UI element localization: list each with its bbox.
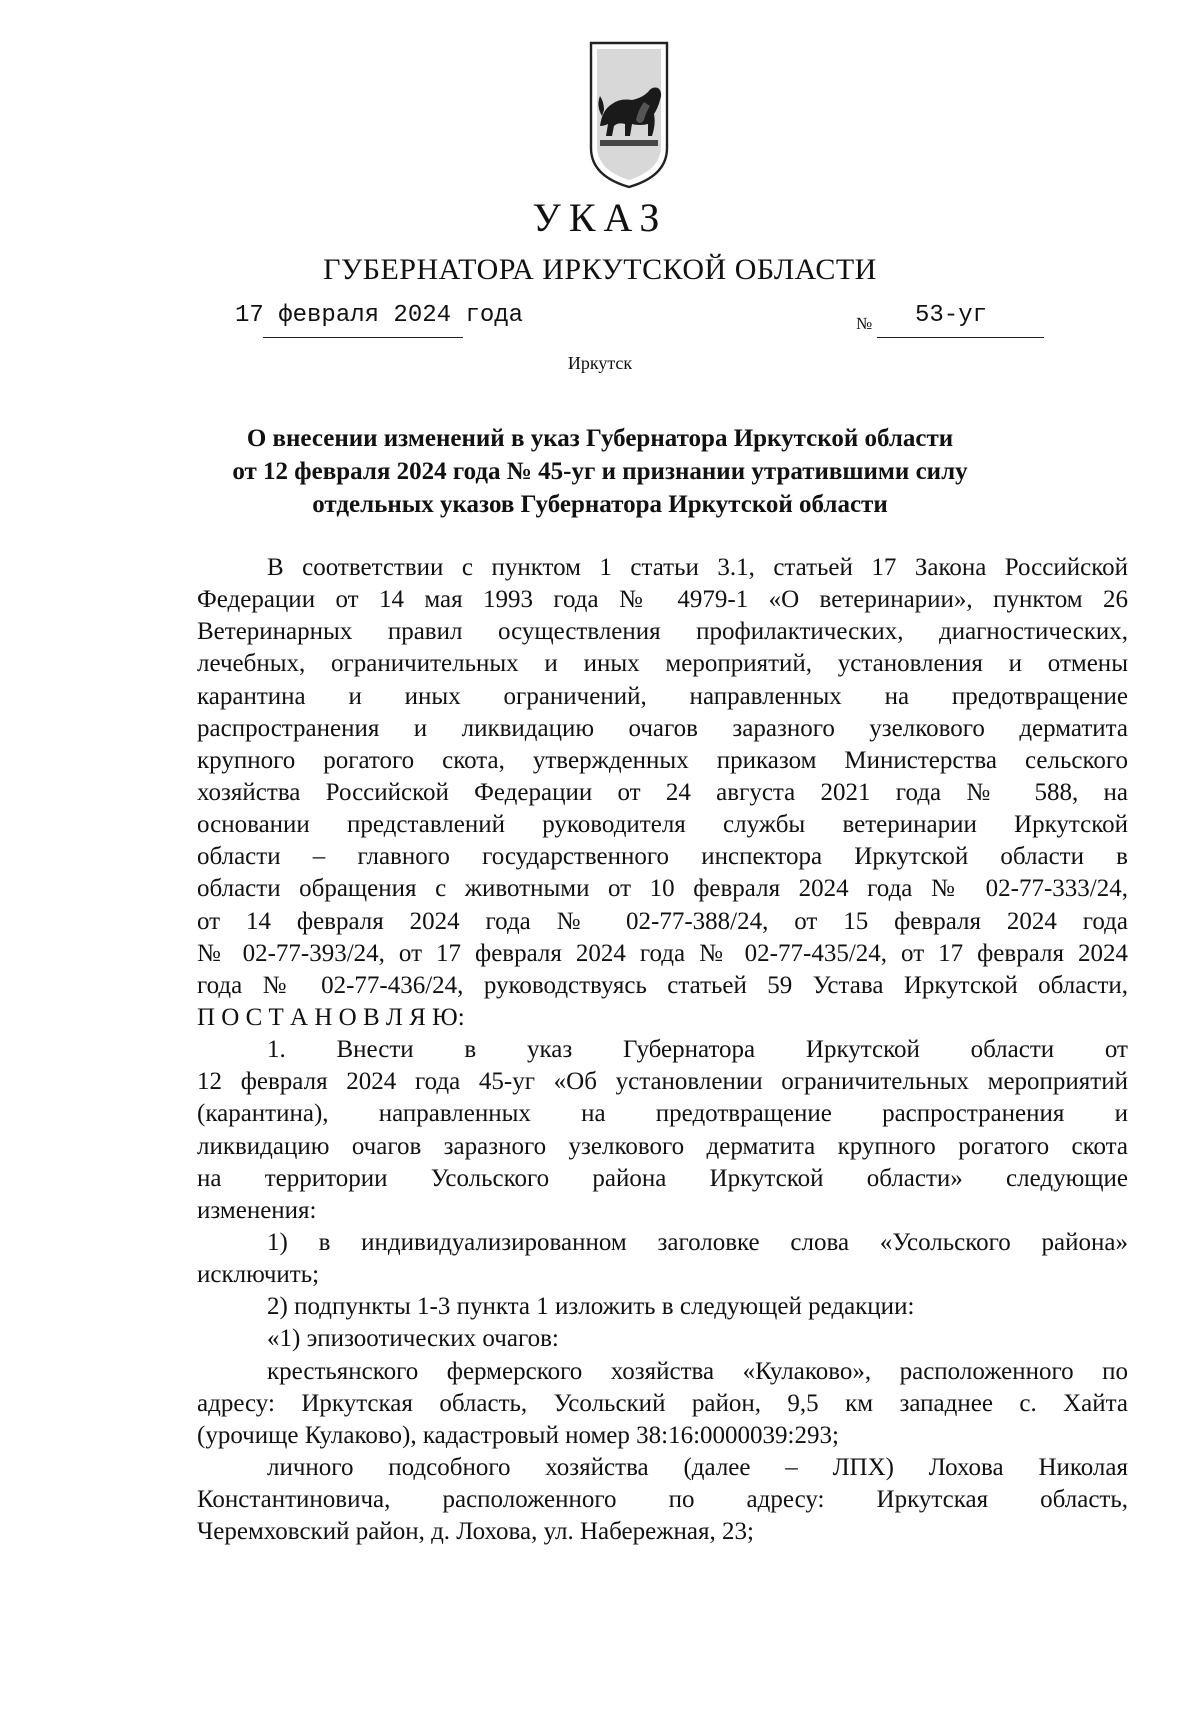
- heading-line: от 12 февраля 2024 года № 45-уг и признании утратившими силу: [232, 458, 968, 485]
- body-line: (урочище Кулаково), кадастровый номер 38:16:0000039:293;: [197, 1421, 839, 1449]
- body-line: от 14 февраля 2024 года № 02-77-388/24, от 15 февраля 2024 года: [197, 907, 1128, 935]
- body-line: № 02-77-393/24, от 17 февраля 2024 года № 02-77-435/24, от 17 февраля 2024: [197, 939, 1128, 967]
- issuer-title: ГУБЕРНАТОРА ИРКУТСКОЙ ОБЛАСТИ: [323, 253, 877, 286]
- date-underline: [263, 337, 463, 338]
- document-title: УКАЗ: [532, 195, 668, 240]
- body-line: карантина и иных ограничений, направленных на предотвращение: [197, 682, 1128, 710]
- coat-of-arms-icon: [588, 40, 670, 190]
- body-line: 1) в индивидуализированном заголовке слова «Усольского района»: [267, 1228, 1128, 1256]
- body-line: изменения:: [197, 1196, 317, 1224]
- body-line: В соответствии с пунктом 1 статьи 3.1, статьей 17 Закона Российской: [267, 554, 1128, 581]
- body-line: 1. Внести в указ Губернатора Иркутской области от: [267, 1036, 1128, 1064]
- number-underline: [877, 337, 1044, 338]
- body-line: года № 02-77-436/24, руководствуясь статьей 59 Устава Иркутской области,: [197, 971, 1128, 999]
- body-line: лечебных, ограничительных и иных мероприятий, установления и отмены: [197, 650, 1128, 678]
- body-line: области обращения с животными от 10 февраля 2024 года № 02-77-333/24,: [197, 875, 1128, 903]
- number-sign: №: [856, 314, 873, 333]
- body-line: распространения и ликвидацию очагов заразного узелкового дерматита: [197, 714, 1128, 742]
- body-line: Черемховский район, д. Лохова, ул. Набережная, 23;: [197, 1518, 754, 1546]
- decree-date: 17 февраля 2024 года: [235, 302, 524, 329]
- body-line: исключить;: [197, 1261, 320, 1289]
- body-line: Федерации от 14 мая 1993 года № 4979-1 «О ветеринарии», пунктом 26: [197, 586, 1128, 614]
- decree-body: [197, 552, 1128, 1548]
- decree-heading: [0, 422, 1200, 521]
- body-line: личного подсобного хозяйства (далее – ЛПХ) Лохова Николая: [267, 1453, 1128, 1481]
- body-line: на территории Усольского района Иркутской области» следующие: [197, 1164, 1128, 1192]
- heading-line: отдельных указов Губернатора Иркутской области: [312, 491, 888, 518]
- body-line: области – главного государственного инспектора Иркутской области в: [197, 843, 1128, 871]
- body-line: крестьянского фермерского хозяйства «Кулаково», расположенного по: [267, 1357, 1128, 1385]
- decree-number: 53-уг: [915, 302, 988, 329]
- body-line: крупного рогатого скота, утвержденных приказом Министерства сельского: [197, 746, 1128, 774]
- body-line: ликвидацию очагов заразного узелкового дерматита крупного рогатого скота: [197, 1132, 1128, 1160]
- body-line: Константиновича, расположенного по адресу: Иркутская область,: [197, 1486, 1128, 1514]
- body-line: адресу: Иркутская область, Усольский район, 9,5 км западнее с. Хайта: [197, 1389, 1128, 1417]
- body-line: 12 февраля 2024 года 45-уг «Об установлении ограничительных мероприятий: [197, 1068, 1128, 1096]
- body-line: (карантина), направленных на предотвращение распространения и: [197, 1100, 1128, 1128]
- body-line: хозяйства Российской Федерации от 24 августа 2021 года № 588, на: [197, 778, 1128, 806]
- body-line: Ветеринарных правил осуществления профилактических, диагностических,: [197, 618, 1128, 646]
- heading-line: О внесении изменений в указ Губернатора Иркутской области: [246, 425, 954, 452]
- city-name: Иркутск: [567, 353, 633, 373]
- body-line: «1) эпизоотических очагов:: [267, 1325, 559, 1353]
- body-line: 2) подпункты 1-3 пункта 1 изложить в следующей редакции:: [267, 1293, 915, 1321]
- body-line: основании представлений руководителя службы ветеринарии Иркутской: [197, 811, 1128, 839]
- body-line: П О С Т А Н О В Л Я Ю:: [197, 1003, 465, 1031]
